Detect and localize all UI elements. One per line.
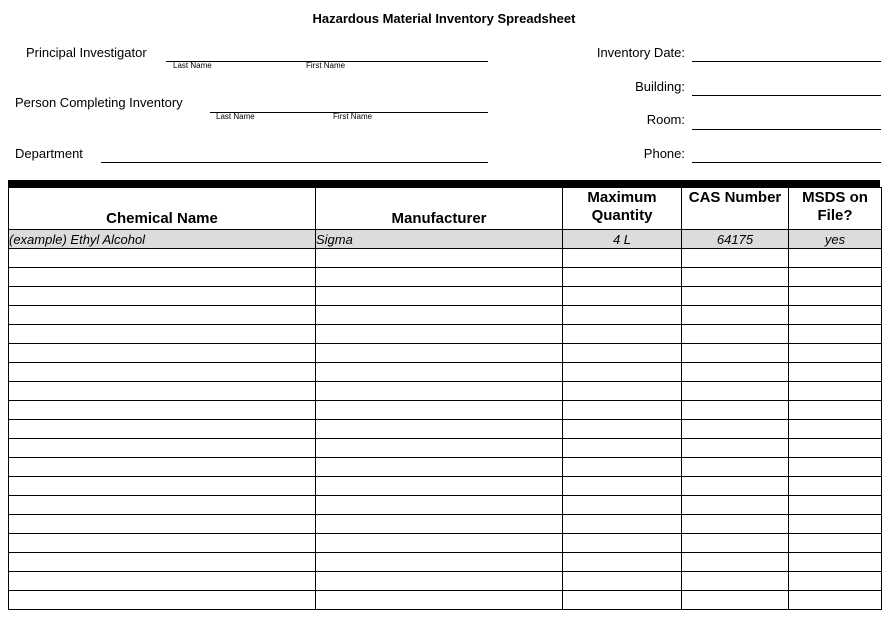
building-field[interactable] xyxy=(692,95,881,96)
cell-max-quantity[interactable] xyxy=(563,249,682,268)
cell-chemical-name[interactable] xyxy=(9,572,316,591)
cell-manufacturer[interactable] xyxy=(316,572,563,591)
cell-manufacturer[interactable] xyxy=(316,591,563,610)
inventory-date-label: Inventory Date: xyxy=(596,45,685,60)
cell-cas-number[interactable] xyxy=(682,268,789,287)
cell-msds[interactable] xyxy=(789,344,882,363)
cell-manufacturer[interactable] xyxy=(316,496,563,515)
cell-cas-number[interactable] xyxy=(682,553,789,572)
cell-cas-number[interactable] xyxy=(682,401,789,420)
cell-chemical-name[interactable] xyxy=(9,553,316,572)
phone-label: Phone: xyxy=(643,146,685,161)
cell-max-quantity[interactable] xyxy=(563,401,682,420)
table-row xyxy=(9,325,882,344)
cell-cas-number[interactable] xyxy=(682,496,789,515)
cell-msds[interactable] xyxy=(789,420,882,439)
table-row xyxy=(9,458,882,477)
cell-manufacturer[interactable] xyxy=(316,458,563,477)
cell-chemical-name[interactable] xyxy=(9,249,316,268)
department-label: Department xyxy=(15,146,83,161)
cell-chemical-name[interactable] xyxy=(9,458,316,477)
table-row xyxy=(9,553,882,572)
cell-chemical-name[interactable] xyxy=(9,363,316,382)
cell-max-quantity[interactable] xyxy=(563,496,682,515)
cell-msds[interactable] xyxy=(789,401,882,420)
cell-chemical-name[interactable] xyxy=(9,591,316,610)
cell-max-quantity[interactable] xyxy=(563,363,682,382)
cell-msds[interactable] xyxy=(789,458,882,477)
table-row xyxy=(9,268,882,287)
table-row xyxy=(9,287,882,306)
cell-manufacturer[interactable] xyxy=(316,306,563,325)
page-title: Hazardous Material Inventory Spreadsheet xyxy=(312,11,576,26)
cell-msds[interactable] xyxy=(789,553,882,572)
cell-cas-number[interactable] xyxy=(682,306,789,325)
cell-manufacturer[interactable] xyxy=(316,534,563,553)
cell-chemical-name[interactable] xyxy=(9,477,316,496)
cell-max-quantity[interactable] xyxy=(563,572,682,591)
cell-manufacturer[interactable] xyxy=(316,363,563,382)
cell-msds[interactable] xyxy=(789,363,882,382)
cell-chemical-name[interactable] xyxy=(9,420,316,439)
cell-cas-number[interactable] xyxy=(682,534,789,553)
principal-investigator-label: Principal Investigator xyxy=(26,45,147,60)
cell-msds[interactable] xyxy=(789,249,882,268)
example-cas-number: 64175 xyxy=(682,230,789,249)
cell-manufacturer[interactable] xyxy=(316,287,563,306)
example-row xyxy=(9,230,882,249)
pi-last-name-caption: Last Name xyxy=(173,61,212,70)
cell-max-quantity[interactable] xyxy=(563,591,682,610)
cell-msds[interactable] xyxy=(789,287,882,306)
cell-manufacturer[interactable] xyxy=(316,420,563,439)
table-row xyxy=(9,382,882,401)
cell-chemical-name[interactable] xyxy=(9,401,316,420)
example-manufacturer: Sigma xyxy=(316,230,563,249)
cell-chemical-name[interactable] xyxy=(9,439,316,458)
cell-msds[interactable] xyxy=(789,268,882,287)
inventory-table xyxy=(8,187,882,610)
pc-last-name-caption: Last Name xyxy=(216,112,255,121)
cell-max-quantity[interactable] xyxy=(563,439,682,458)
table-row xyxy=(9,534,882,553)
table-row xyxy=(9,496,882,515)
cell-manufacturer[interactable] xyxy=(316,553,563,572)
table-row xyxy=(9,420,882,439)
cell-max-quantity[interactable] xyxy=(563,534,682,553)
pc-first-name-caption: First Name xyxy=(333,112,373,121)
cell-msds[interactable] xyxy=(789,477,882,496)
table-row xyxy=(9,249,882,268)
inventory-date-field[interactable] xyxy=(692,61,881,62)
cell-manufacturer[interactable] xyxy=(316,249,563,268)
header-chemical-name: Chemical Name xyxy=(9,188,316,230)
cell-msds[interactable] xyxy=(789,591,882,610)
cell-manufacturer[interactable] xyxy=(316,439,563,458)
table-header-row xyxy=(9,188,882,230)
table-row xyxy=(9,344,882,363)
cell-chemical-name[interactable] xyxy=(9,534,316,553)
cell-msds[interactable] xyxy=(789,534,882,553)
cell-chemical-name[interactable] xyxy=(9,382,316,401)
cell-cas-number[interactable] xyxy=(682,458,789,477)
cell-max-quantity[interactable] xyxy=(563,344,682,363)
cell-msds[interactable] xyxy=(789,439,882,458)
cell-max-quantity[interactable] xyxy=(563,515,682,534)
cell-chemical-name[interactable] xyxy=(9,325,316,344)
cell-cas-number[interactable] xyxy=(682,591,789,610)
cell-manufacturer[interactable] xyxy=(316,515,563,534)
header-cas-number: CAS Number xyxy=(682,188,789,230)
cell-manufacturer[interactable] xyxy=(316,382,563,401)
cell-chemical-name[interactable] xyxy=(9,344,316,363)
cell-msds[interactable] xyxy=(789,325,882,344)
table-row xyxy=(9,477,882,496)
example-msds: yes xyxy=(789,230,882,249)
cell-msds[interactable] xyxy=(789,572,882,591)
cell-cas-number[interactable] xyxy=(682,477,789,496)
cell-max-quantity[interactable] xyxy=(563,553,682,572)
cell-msds[interactable] xyxy=(789,496,882,515)
person-completing-label: Person Completing Inventory xyxy=(15,95,183,110)
cell-msds[interactable] xyxy=(789,515,882,534)
cell-manufacturer[interactable] xyxy=(316,401,563,420)
cell-cas-number[interactable] xyxy=(682,249,789,268)
table-row xyxy=(9,515,882,534)
header-max-quantity: Maximum Quantity xyxy=(563,188,682,230)
cell-msds[interactable] xyxy=(789,382,882,401)
table-row xyxy=(9,572,882,591)
table-row xyxy=(9,363,882,382)
table-row xyxy=(9,306,882,325)
room-label: Room: xyxy=(646,112,685,127)
cell-max-quantity[interactable] xyxy=(563,306,682,325)
table-row xyxy=(9,591,882,610)
cell-max-quantity[interactable] xyxy=(563,477,682,496)
cell-msds[interactable] xyxy=(789,306,882,325)
header-msds: MSDS on File? xyxy=(789,188,882,230)
cell-max-quantity[interactable] xyxy=(563,287,682,306)
cell-cas-number[interactable] xyxy=(682,363,789,382)
cell-chemical-name[interactable] xyxy=(9,515,316,534)
cell-manufacturer[interactable] xyxy=(316,268,563,287)
cell-cas-number[interactable] xyxy=(682,439,789,458)
cell-manufacturer[interactable] xyxy=(316,477,563,496)
building-label: Building: xyxy=(635,79,685,94)
phone-field[interactable] xyxy=(692,162,881,163)
cell-max-quantity[interactable] xyxy=(563,325,682,344)
cell-max-quantity[interactable] xyxy=(563,420,682,439)
cell-max-quantity[interactable] xyxy=(563,382,682,401)
cell-chemical-name[interactable] xyxy=(9,496,316,515)
header-manufacturer: Manufacturer xyxy=(316,188,563,230)
cell-cas-number[interactable] xyxy=(682,572,789,591)
cell-cas-number[interactable] xyxy=(682,287,789,306)
cell-cas-number[interactable] xyxy=(682,325,789,344)
cell-cas-number[interactable] xyxy=(682,515,789,534)
example-chemical-name: (example) Ethyl Alcohol xyxy=(9,230,316,249)
department-field[interactable] xyxy=(101,162,488,163)
cell-manufacturer[interactable] xyxy=(316,325,563,344)
cell-cas-number[interactable] xyxy=(682,344,789,363)
table-row xyxy=(9,439,882,458)
cell-manufacturer[interactable] xyxy=(316,344,563,363)
cell-chemical-name[interactable] xyxy=(9,268,316,287)
cell-max-quantity[interactable] xyxy=(563,268,682,287)
room-field[interactable] xyxy=(692,129,881,130)
pi-first-name-caption: First Name xyxy=(306,61,346,70)
table-row xyxy=(9,401,882,420)
cell-cas-number[interactable] xyxy=(682,420,789,439)
cell-chemical-name[interactable] xyxy=(9,287,316,306)
cell-cas-number[interactable] xyxy=(682,382,789,401)
cell-chemical-name[interactable] xyxy=(9,306,316,325)
table-top-bar xyxy=(8,180,880,187)
cell-max-quantity[interactable] xyxy=(563,458,682,477)
example-max-quantity: 4 L xyxy=(563,230,682,249)
